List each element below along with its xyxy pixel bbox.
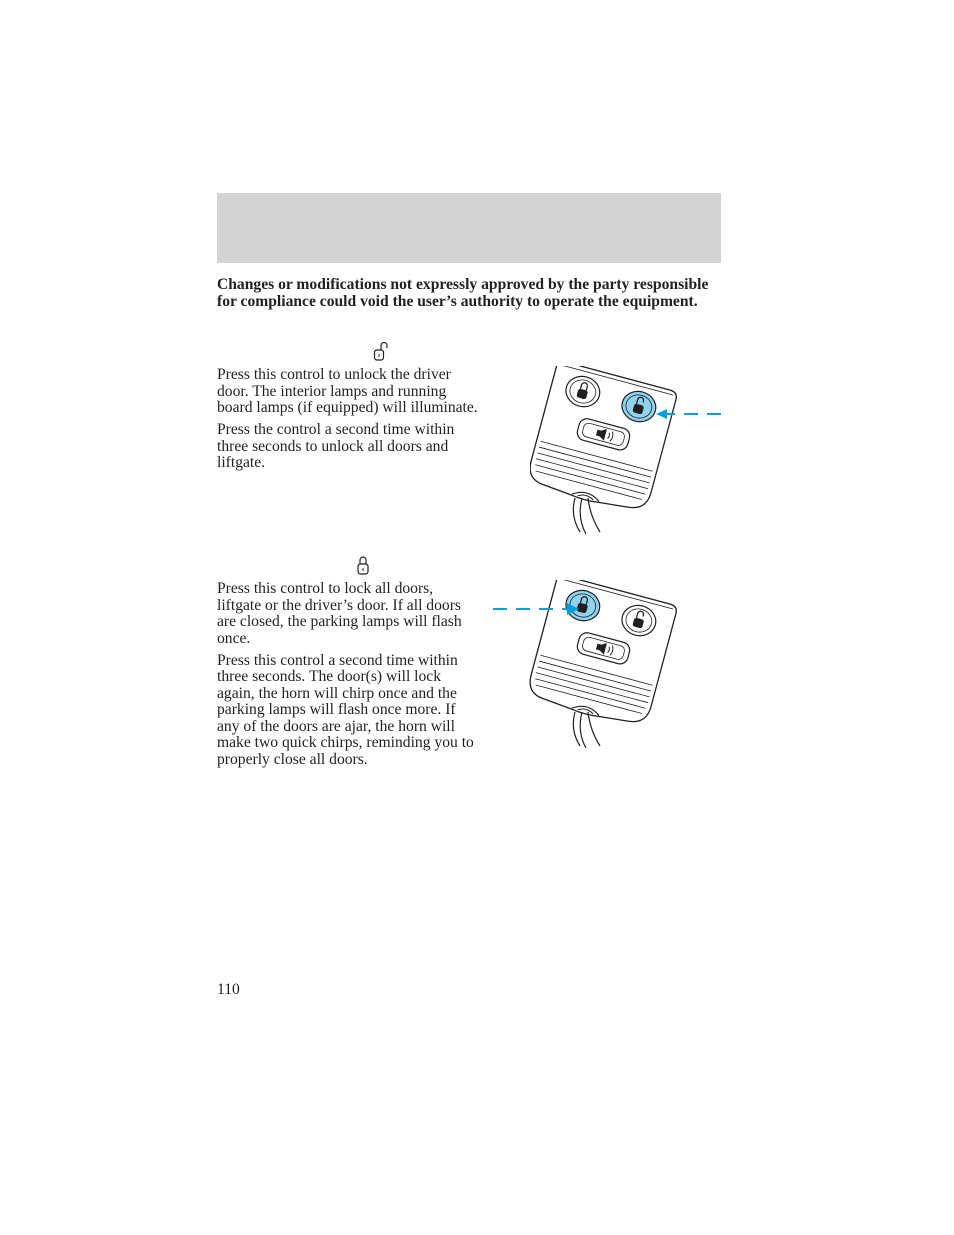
lock-description <box>217 581 479 774</box>
unlock-paragraph-2: Press the control a second time within three seconds to unlock all doors and liftgate. <box>217 421 455 471</box>
keyfob-unlock-illustration <box>530 366 725 538</box>
unlock-paragraph-1: Press this control to unlock the driver door. The interior lamps and running board lamps (if equipped) will illuminate. <box>217 366 478 416</box>
page-number: 110 <box>217 981 240 998</box>
keyfob-lock-illustration <box>490 580 685 752</box>
unlock-icon <box>372 341 390 361</box>
warning-text: Changes or modifications not expressly approved by the party responsible for compliance could void the user’s authority to operate the equipment. <box>217 276 709 310</box>
lock-paragraph-1: Press this control to lock all doors, liftgate or the driver’s door. If all doors are closed, the parking lamps will flash once. <box>217 580 462 647</box>
lock-paragraph-2: Press this control a second time within three seconds. The door(s) will lock again, the horn will chirp once and the parking lamps will flash once more. If any of the doors are ajar, the horn will make two quick chirps, reminding you to properly close all doors. <box>217 651 474 768</box>
header-band <box>217 193 721 263</box>
unlock-description <box>217 367 479 477</box>
lock-icon <box>355 555 371 575</box>
